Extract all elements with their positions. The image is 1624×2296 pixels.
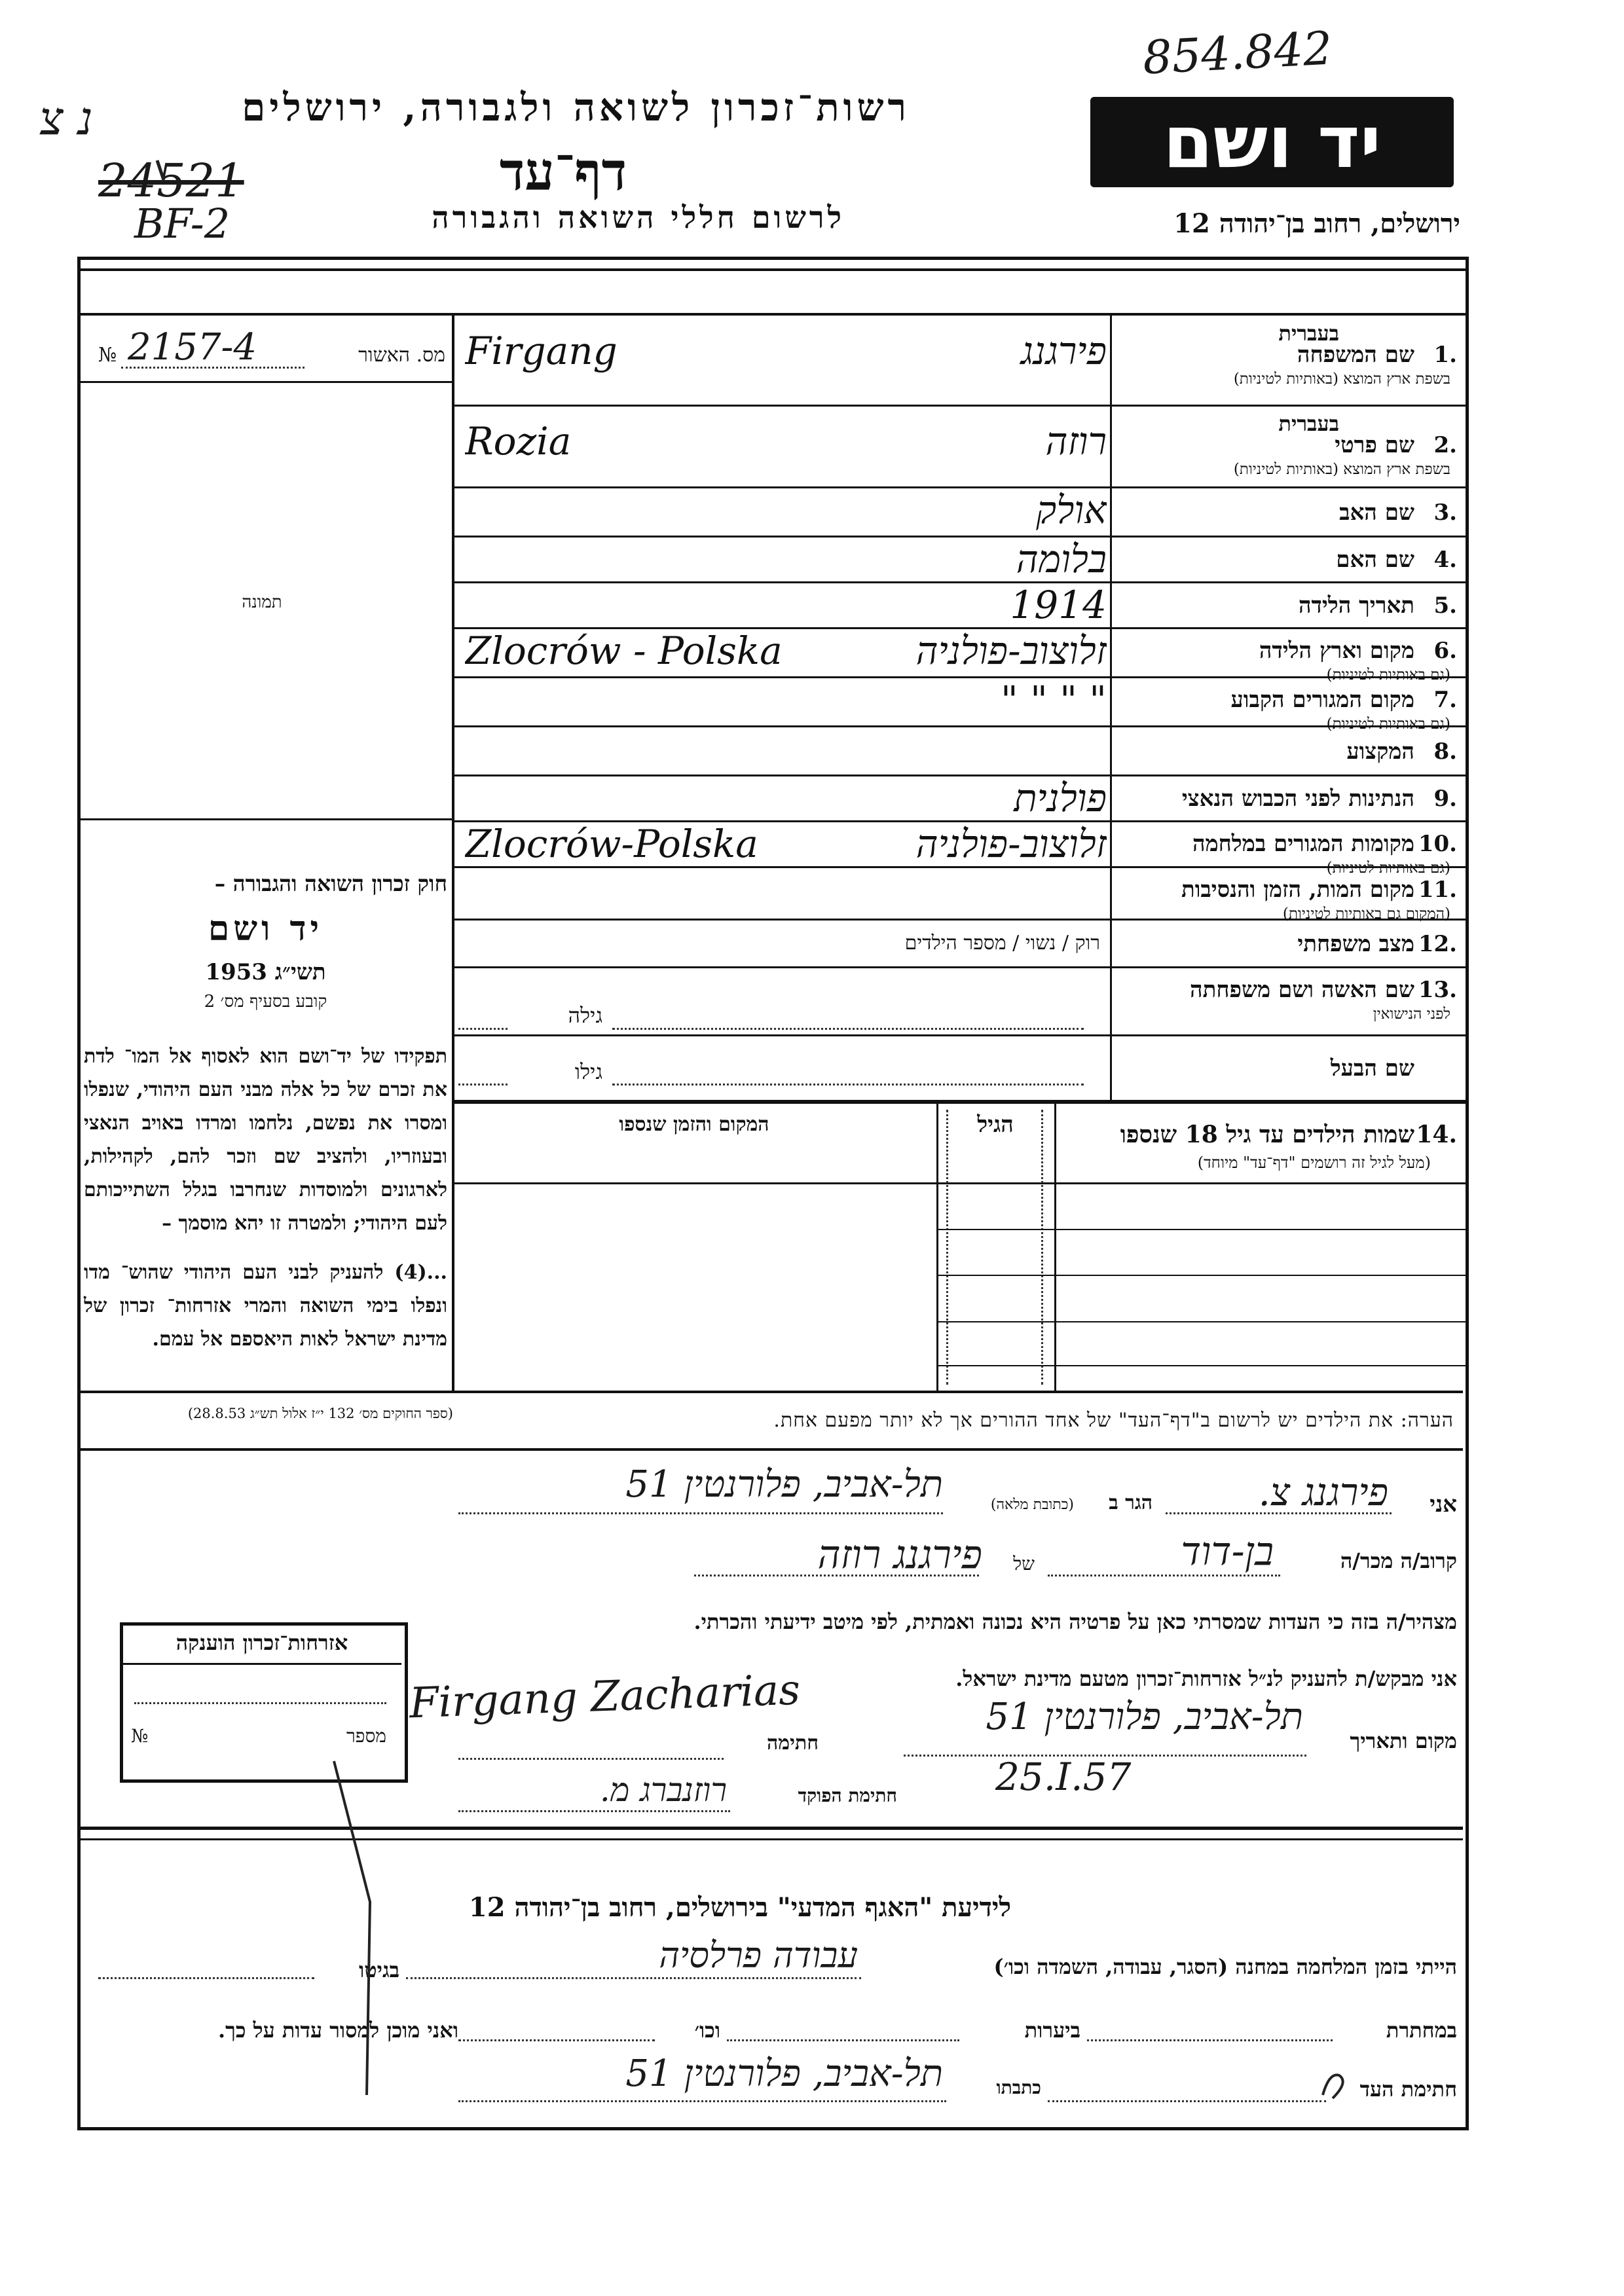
- children-note: הערה: את הילדים יש לרשום ב"דף־העד" של אחד ההורים אך לא יותר מפעם אחת.: [773, 1409, 1454, 1432]
- declarant-label: אני: [1430, 1491, 1457, 1518]
- field-sublabel: (גם באותיות לטיניות): [1326, 860, 1450, 877]
- margin-mark-3: BF-2: [134, 200, 231, 247]
- signature-label: חתימה: [767, 1732, 819, 1755]
- children-col-age: הגיל: [977, 1112, 1014, 1138]
- field-label: מקום וארץ הלידה: [1259, 638, 1414, 664]
- field-value-hebrew: פולנית: [1014, 776, 1107, 820]
- of-label: של: [1013, 1553, 1035, 1575]
- date-value: 25.I.57: [995, 1755, 1132, 1799]
- field-hebrew-tag: בעברית: [1278, 321, 1339, 346]
- children-label: שמות הילדים עד גיל 18 שנספו: [1120, 1121, 1414, 1148]
- field-number: 8.: [1433, 738, 1457, 765]
- field-sublabel: (המקום גם באותיות לטיניות): [1282, 905, 1450, 922]
- field-row-border: [452, 405, 1466, 407]
- field-value-hebrew: 1914: [1010, 583, 1107, 627]
- approval-number-label: מס. האשור: [358, 344, 445, 367]
- field-row-border: [452, 966, 1466, 968]
- field-label: שם האב: [1339, 499, 1414, 526]
- field-sublabel: לפני הנישואין: [1373, 1006, 1450, 1023]
- ready-text: ואני מוכן למסור עדות על כך.: [217, 2018, 458, 2043]
- forests-label: ביערות: [1024, 2018, 1080, 2043]
- field-sublabel: בשפת ארץ המוצא (באותיות לטיניות): [1233, 371, 1450, 388]
- camp-label: הייתי בזמן המלחמה במחנה (הסגר, עבודה, השמדה וכו׳): [993, 1954, 1457, 1979]
- witness-address: תל-אביב, פלורנטין 51: [625, 2052, 943, 2095]
- field-value-latin: Rozia: [465, 419, 572, 464]
- field-value-hebrew: זלוצוב-פולניה: [915, 629, 1107, 673]
- field-number: 3.: [1433, 499, 1457, 526]
- law-text-1: תפקידו של יד־ושם הוא לאסוף אל המו־ לדת את זכרם של כל אלה מבני העם היהודי, שנפלו ומסרו את נפשם, נלחמו ומרדו באויב הנאצי ובעוזריו, ולהציב שם וזכר להם, לקהילות, לארגונים ולמוסדות שנחרבו בגלל השתייכותם לעם היהודי; ולמטרה זו יהא מוסמך –: [84, 1045, 447, 1235]
- wife-age-label: גילה: [568, 1003, 602, 1028]
- officer-signature: רוזנברג מ.: [599, 1771, 727, 1809]
- field-label: מצב משפחתי: [1297, 930, 1414, 957]
- field-number: 6.: [1433, 638, 1457, 664]
- field-number: 7.: [1433, 687, 1457, 713]
- org-name: רשות־זכרון לשואה ולגבורה, ירושלים: [242, 85, 910, 130]
- field-hebrew-tag: בעברית: [1278, 411, 1339, 436]
- declarant-address: תל-אביב, פלורנטין 51: [625, 1463, 943, 1506]
- field-sublabel: בשפת ארץ המוצא (באותיות לטיניות): [1233, 461, 1450, 478]
- ghetto-label: בגיטו: [359, 1958, 399, 1982]
- field-number: 13.: [1418, 977, 1457, 1003]
- form-title: דף־עד: [499, 141, 627, 202]
- field-value-hebrew: בלומה: [1016, 537, 1107, 581]
- yad-vashem-logo: יד ושם: [1090, 97, 1454, 187]
- resides-label: הגר ב: [1109, 1491, 1153, 1514]
- declaration-statement: מצהיר/ה בזה כי העדות שמסרתי כאן על פרטיה היא נכונה ואמתית, לפי מיטב ידיעתי והכרתי.: [693, 1609, 1457, 1634]
- field-number: 11.: [1418, 877, 1457, 903]
- husband-age-label: גילו: [574, 1059, 602, 1084]
- field-number: 10.: [1418, 831, 1457, 857]
- form-subtitle: לרשום חללי השואה והגבורה: [432, 200, 845, 235]
- camp-value: עבודה פרלסיה: [659, 1935, 858, 1976]
- field-number: 9.: [1433, 786, 1457, 812]
- header-address: ירושלים, רחוב בן־יהודה 12: [1173, 208, 1460, 239]
- field-value-hebrew: " " " ": [1000, 678, 1107, 722]
- archive-scribble: 854.842: [1141, 21, 1334, 85]
- margin-mark-2: 24521: [98, 154, 244, 208]
- relation-value: בן-דוד: [1181, 1529, 1274, 1575]
- law-year: תשי״ג 1953: [205, 959, 326, 985]
- witness-address-label: כתבתו: [996, 2077, 1041, 2098]
- field-number: 1.: [1433, 342, 1457, 368]
- declarant-name: פירגנג צ.: [1258, 1470, 1388, 1514]
- field-value-hebrew: זלוצוב-פולניה: [915, 822, 1107, 866]
- field-row-border: [452, 1034, 1466, 1036]
- field-number: 4.: [1433, 547, 1457, 573]
- address-hint: (כתובת מלאה): [990, 1497, 1074, 1513]
- field-label: תאריך הלידה: [1298, 592, 1414, 619]
- field-value-hebrew: פירגנג: [1020, 329, 1107, 373]
- law-text-2: ...(4) להעניק לבני העם היהודי שהוש־ מדו ונפלו בימי השואה והמרי אזרחות־ זכרון של מדינת ישראל לאות היאספם אל עמם.: [84, 1261, 447, 1351]
- field-number: 12.: [1418, 930, 1457, 957]
- law-title: חוק זכרון השואה והגבורה –: [214, 871, 447, 896]
- etc-label: וכו׳: [694, 2018, 720, 2043]
- field-sublabel: (גם באותיות לטיניות): [1326, 716, 1450, 733]
- marital-status-options: רוק / נשוי / מספר הילדים: [904, 932, 1100, 955]
- law-name: יד ושם: [208, 909, 323, 949]
- field-value-latin: Firgang: [465, 329, 618, 373]
- law-clause: קובע בסעיף מס׳ 2: [204, 992, 327, 1011]
- field-label: שם הבעל: [1330, 1055, 1414, 1082]
- approval-number-value: 2157-4: [128, 326, 257, 369]
- field-label: שם האם: [1336, 547, 1414, 573]
- approval-number-symbol: №: [98, 344, 117, 367]
- declarant-signature: Firgang Zacharias: [408, 1666, 802, 1728]
- memorial-box-number-symbol: №: [131, 1725, 149, 1747]
- field-label: שם המשפחה: [1297, 342, 1414, 368]
- children-col-place: המקום והזמן שנספו: [619, 1113, 769, 1136]
- memorial-box-number-label: מספר: [346, 1725, 386, 1747]
- field-number: 2.: [1433, 432, 1457, 458]
- place-value: תל-אביב, פלורנטין 51: [986, 1696, 1303, 1738]
- law-citation: (ספר החוקים מס׳ 132 י״ז אלול תש״ג 28.8.53): [187, 1406, 453, 1421]
- citizenship-request: אני מבקש/ת להעניק לנ״ל אזרחות־זכרון מטעם מדינת ישראל.: [955, 1666, 1457, 1691]
- underground-label: במחתרת: [1386, 2018, 1457, 2043]
- field-value-hebrew: אולק: [1036, 488, 1107, 532]
- footer-title: לידיעת "האגף המדעי" בירושלים, רחוב בן־יהודה 12: [468, 1892, 1012, 1923]
- field-label: מקומות המגורים במלחמה: [1192, 831, 1414, 857]
- field-value-latin: Zlocrów - Polska: [465, 629, 783, 673]
- children-num: 14.: [1416, 1121, 1457, 1148]
- field-label: שם האשה ושם משפחתה: [1190, 977, 1414, 1003]
- place-date-label: מקום ותאריך: [1350, 1728, 1457, 1753]
- photo-label: תמונה: [242, 592, 282, 612]
- field-label: מקום המות, הזמן והנסיבות: [1181, 877, 1414, 903]
- field-number: 5.: [1433, 592, 1457, 619]
- children-sub: (מעל לגיל זה רושמים "דף־עד" מיוחד): [1197, 1154, 1431, 1172]
- witness-signature-label: חתימת העד: [1359, 2077, 1457, 2102]
- field-label: המקצוע: [1346, 738, 1414, 765]
- field-label: הנתינות לפני הכבוש הנאצי: [1181, 786, 1414, 812]
- field-label: שם פרטי: [1335, 432, 1414, 458]
- field-sublabel: (גם באותיות לטיניות): [1326, 666, 1450, 683]
- relative-label: קרוב/ה מכר/ה: [1340, 1548, 1457, 1573]
- margin-mark-1: נ צ: [39, 92, 93, 145]
- deceased-name: פירגנג רוזה: [817, 1532, 982, 1578]
- memorial-box-title: אזרחות־זכרון הוענקה: [175, 1630, 348, 1655]
- officer-signature-label: חתימת הפוקד: [798, 1785, 897, 1806]
- field-value-hebrew: רוזה: [1045, 419, 1107, 464]
- field-label: מקום המגורים הקבוע: [1230, 687, 1414, 713]
- field-value-latin: Zlocrów-Polska: [465, 822, 758, 866]
